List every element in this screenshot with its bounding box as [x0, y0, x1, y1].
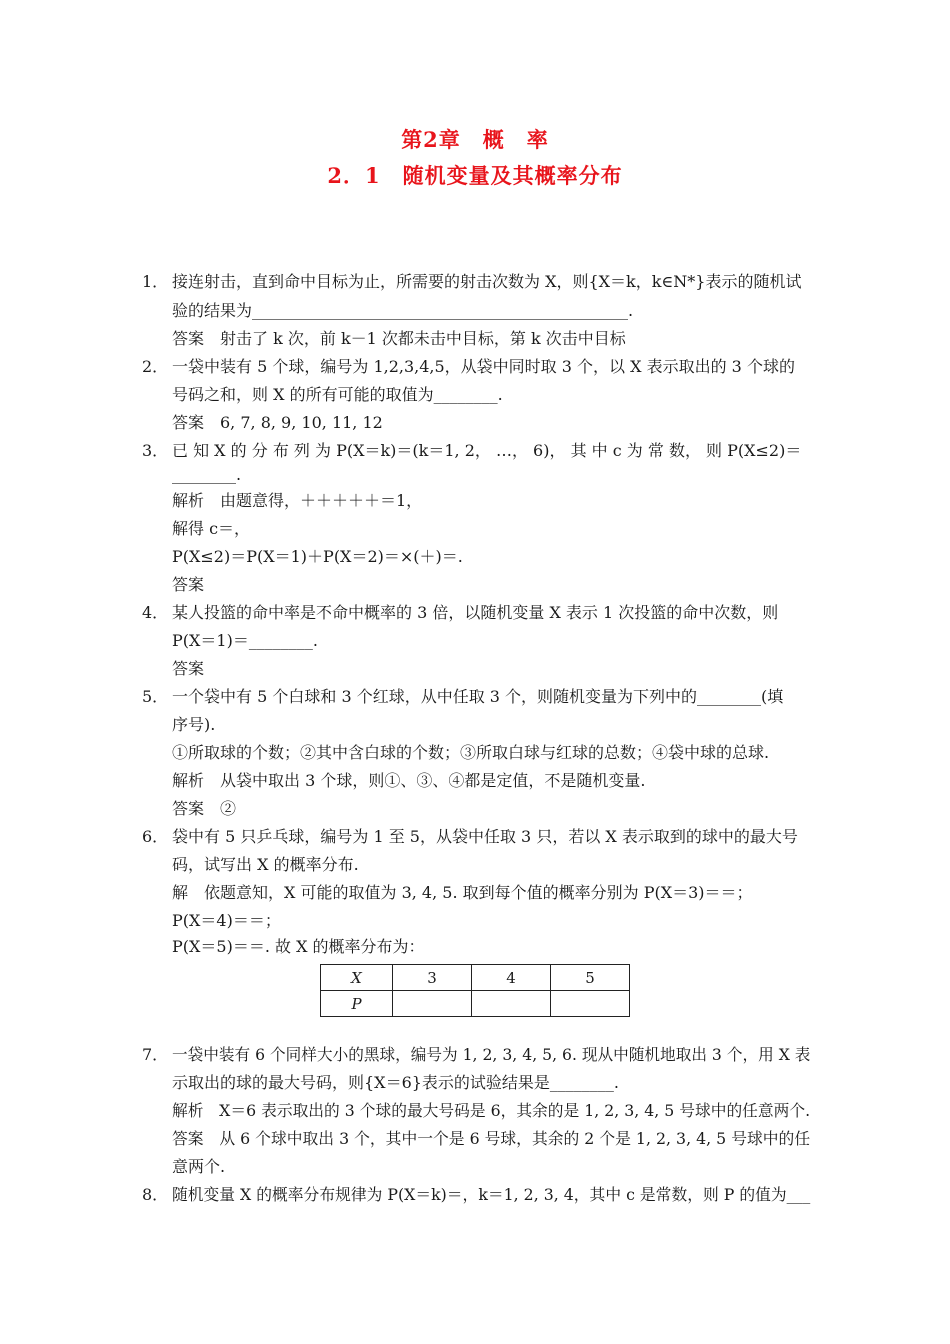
answer-text: 答案 [172, 575, 205, 594]
answer-text: 答案 6, 7, 8, 9, 10, 11, 12 [172, 413, 383, 432]
problem-text: 一袋中装有 6 个同样大小的黑球，编号为 1, 2, 3, 4, 5, 6. 现从中随机地取出 3 个，用 X 表 [172, 1045, 811, 1064]
answer-text: 答案 从 6 个球中取出 3 个，其中一个是 6 号球，其余的 2 个是 1, 2, 3, 4, 5 号球中的任 [172, 1129, 811, 1148]
problem-text: 序号). [172, 715, 216, 734]
problem-text: 码，试写出 X 的概率分布. [172, 855, 359, 874]
problem-text: 示取出的球的最大号码，则{X＝6}表示的试验结果是________. [172, 1073, 620, 1092]
problem-number: 6． [142, 827, 169, 846]
problem-number: 4． [142, 603, 169, 622]
analysis-text: 解析 从袋中取出 3 个球，则①、③、④都是定值，不是随机变量. [172, 771, 646, 790]
problem-text: 随机变量 X 的概率分布规律为 P(X＝k)＝，k＝1, 2, 3, 4，其中 c 是常数，则 P 的值为___ [172, 1185, 811, 1204]
answer-text: 答案 [172, 659, 205, 678]
table-cell [551, 991, 630, 1017]
problem-text: 袋中有 5 只乒乓球，编号为 1 至 5，从袋中任取 3 只，若以 X 表示取到的球中的最大号 [172, 827, 798, 846]
analysis-text: 解析 由题意得，＋＋＋＋＋＝1， [172, 491, 423, 510]
solution-text: P(X＝4)＝＝； [172, 911, 281, 930]
problem-text: 一袋中装有 5 个球，编号为 1,2,3,4,5，从袋中同时取 3 个，以 X 表示取出的 3 个球的 [172, 357, 795, 376]
problem-text: 号码之和，则 X 的所有可能的取值为________. [172, 385, 503, 404]
chapter-title: 第2章 概 率 [401, 127, 549, 152]
answer-text: 答案 射击了 k 次，前 k－1 次都未击中目标，第 k 次击中目标 [172, 329, 626, 348]
problem-text: 接连射击，直到命中目标为止，所需要的射击次数为 X，则{X＝k，k∈N*}表示的随机试 [172, 272, 802, 291]
table-cell: 4 [472, 965, 551, 991]
problem-number: 3． [142, 441, 169, 460]
table-cell: 3 [393, 965, 472, 991]
table-cell: X [321, 965, 393, 991]
problem-text: 某人投篮的命中率是不命中概率的 3 倍，以随机变量 X 表示 1 次投篮的命中次数，则 [172, 603, 779, 622]
section-title: 2．1 随机变量及其概率分布 [327, 163, 623, 188]
analysis-text: 解析 X＝6 表示取出的 3 个球的最大号码是 6，其余的是 1, 2, 3, 4, 5 号球中的任意两个. [172, 1101, 811, 1120]
table-cell [393, 991, 472, 1017]
distribution-table [320, 964, 630, 1017]
problem-number: 7． [142, 1045, 169, 1064]
problem-text: 已 知 X 的 分 布 列 为 P(X＝k)＝(k＝1, 2， …， 6)， 其 中 c 为 常 数， 则 P(X≤2)＝ [172, 441, 802, 460]
answer-text: 答案 ② [172, 799, 237, 818]
table-cell: 5 [551, 965, 630, 991]
problem-number: 1． [142, 272, 169, 291]
problem-text: ①所取球的个数；②其中含白球的个数；③所取白球与红球的总数；④袋中球的总球. [172, 743, 770, 762]
problem-text: ________. [172, 465, 242, 484]
problem-text: P(X＝1)＝________. [172, 631, 318, 650]
solution-text: 解 依题意知，X 可能的取值为 3, 4, 5. 取到每个值的概率分别为 P(X＝3)＝＝； [172, 883, 753, 902]
solution-text: P(X＝5)＝＝. 故 X 的概率分布为： [172, 937, 425, 956]
analysis-text: 解得 c＝， [172, 519, 251, 538]
problem-text: 一个袋中有 5 个白球和 3 个红球，从中任取 3 个，则随机变量为下列中的________(填 [172, 687, 784, 706]
answer-text: 意两个. [172, 1157, 226, 1176]
problem-number: 2． [142, 357, 169, 376]
table-row [321, 965, 630, 991]
analysis-text: P(X≤2)＝P(X＝1)＋P(X＝2)＝×(＋)＝. [172, 547, 463, 566]
problem-number: 5． [142, 687, 169, 706]
table-row [321, 991, 630, 1017]
table-cell [472, 991, 551, 1017]
table-cell: P [321, 991, 393, 1017]
problem-number: 8． [142, 1185, 169, 1204]
problem-text: 验的结果为_______________________________________________. [172, 301, 634, 320]
